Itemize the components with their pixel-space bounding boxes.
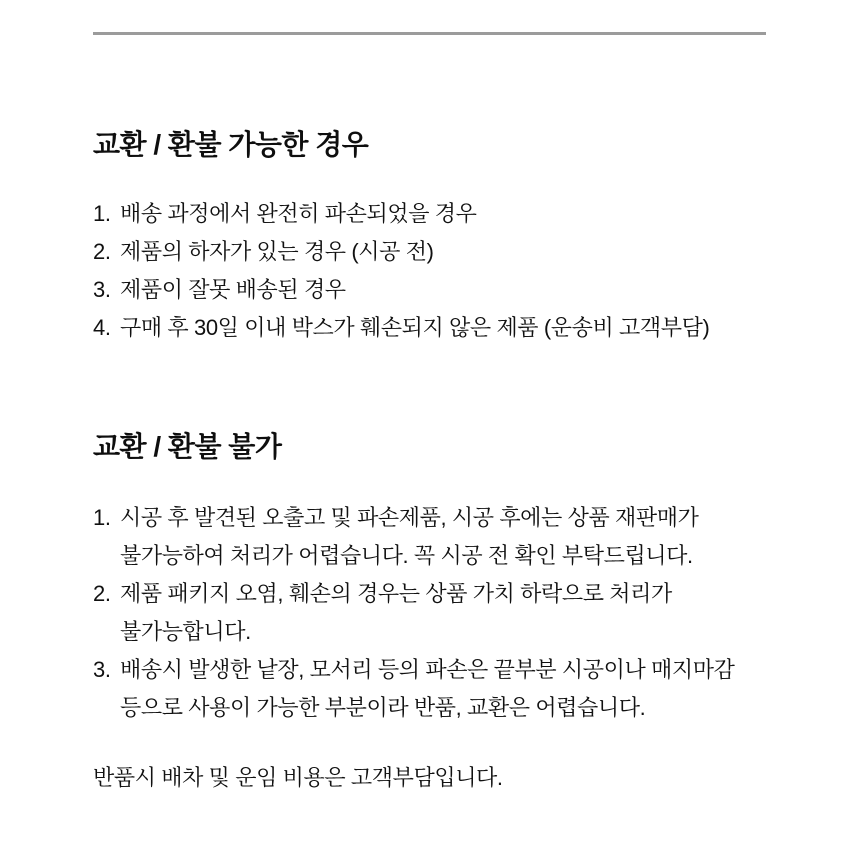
footer-note: 반품시 배차 및 운임 비용은 고객부담입니다. (93, 765, 503, 790)
item-text: 시공 후 발견된 오출고 및 파손제품, 시공 후에는 상품 재판매가 (120, 505, 699, 530)
list-item-line (93, 651, 766, 689)
list-item-line (93, 195, 766, 233)
item-number: 3. (93, 657, 111, 682)
list-item (93, 233, 766, 271)
item-number: 4. (93, 315, 111, 340)
list-item-line (93, 499, 766, 537)
item-text: 구매 후 30일 이내 박스가 훼손되지 않은 제품 (운송비 고객부담) (120, 315, 710, 340)
list-item (93, 271, 766, 309)
item-text: 제품의 하자가 있는 경우 (시공 전) (120, 239, 434, 264)
item-number: 1. (93, 505, 111, 530)
item-text: 배송시 발생한 낱장, 모서리 등의 파손은 끝부분 시공이나 매지마감 (120, 657, 735, 682)
item-text: 제품 패키지 오염, 훼손의 경우는 상품 가치 하락으로 처리가 (120, 581, 672, 606)
refundable-list (93, 195, 766, 347)
list-item (93, 499, 766, 575)
item-number: 2. (93, 581, 111, 606)
list-item (93, 651, 766, 727)
top-divider (93, 32, 766, 35)
item-number: 1. (93, 201, 111, 226)
item-text: 제품이 잘못 배송된 경우 (120, 277, 346, 302)
list-item-line-continued: 불가능하여 처리가 어렵습니다. 꼭 시공 전 확인 부탁드립니다. (120, 543, 693, 568)
list-item-line (93, 309, 766, 347)
section-title-nonrefundable: 교환 / 환불 불가 (93, 431, 282, 462)
list-item-line (93, 233, 766, 271)
item-number: 2. (93, 239, 111, 264)
list-item (93, 309, 766, 347)
list-item (93, 575, 766, 651)
list-item-line (93, 271, 766, 309)
nonrefundable-list (93, 499, 766, 727)
item-text: 배송 과정에서 완전히 파손되었을 경우 (120, 201, 477, 226)
list-item-line-continued: 불가능합니다. (120, 619, 251, 644)
item-number: 3. (93, 277, 111, 302)
list-item-line-continued: 등으로 사용이 가능한 부분이라 반품, 교환은 어렵습니다. (120, 695, 646, 720)
list-item-line (93, 575, 766, 613)
section-title-refundable: 교환 / 환불 가능한 경우 (93, 129, 369, 160)
list-item (93, 195, 766, 233)
